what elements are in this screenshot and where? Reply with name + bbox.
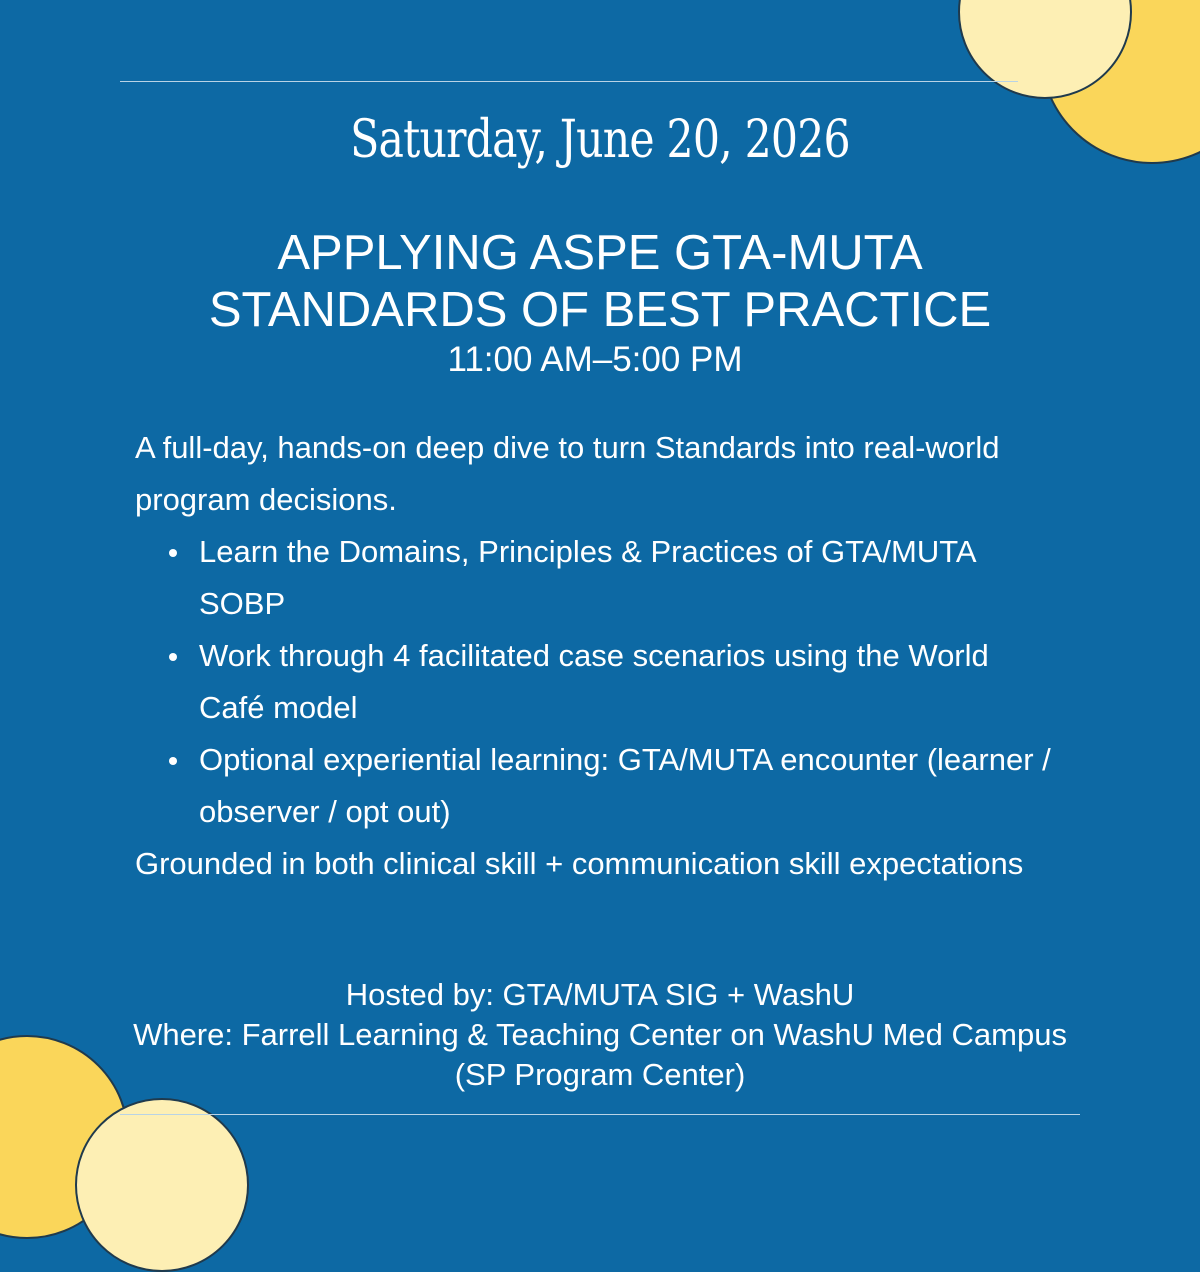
event-title <box>0 225 1200 339</box>
bullet-dot-icon <box>169 549 177 557</box>
bullet-dot-icon <box>169 653 177 661</box>
decorative-circle-cream-bottom-left <box>75 1098 249 1272</box>
hosted-by: Hosted by: GTA/MUTA SIG + WashU <box>345 977 855 1012</box>
event-description <box>135 422 1055 890</box>
bullet-text: Optional experiential learning: GTA/MUTA encounter (learner / observer / opt out) <box>199 742 1051 829</box>
event-footer <box>130 975 1070 1095</box>
bullet-text: Work through 4 facilitated case scenarios using the World Café model <box>199 638 989 725</box>
bottom-divider <box>120 1114 1080 1115</box>
event-location: Where: Farrell Learning & Teaching Center on WashU Med Campus (SP Program Center) <box>133 1017 1067 1092</box>
bullet-text: Learn the Domains, Principles & Practices of GTA/MUTA SOBP <box>199 534 975 621</box>
bullet-item <box>199 630 1055 734</box>
bullet-item <box>199 734 1055 838</box>
event-time: 11:00 AM–5:00 PM <box>447 340 743 379</box>
description-intro: A full-day, hands-on deep dive to turn Standards into real-world program decisions. <box>135 430 1000 517</box>
bullet-dot-icon <box>169 757 177 765</box>
bullet-item <box>199 526 1055 630</box>
description-closing: Grounded in both clinical skill + communication skill expectations <box>135 846 1024 881</box>
description-bullet-list <box>135 526 1055 838</box>
event-title-line-1: APPLYING ASPE GTA-MUTA <box>277 226 923 280</box>
event-date: Saturday, June 20, 2026 <box>350 110 850 170</box>
top-divider <box>120 81 1018 82</box>
event-title-line-2: STANDARDS OF BEST PRACTICE <box>208 283 992 337</box>
